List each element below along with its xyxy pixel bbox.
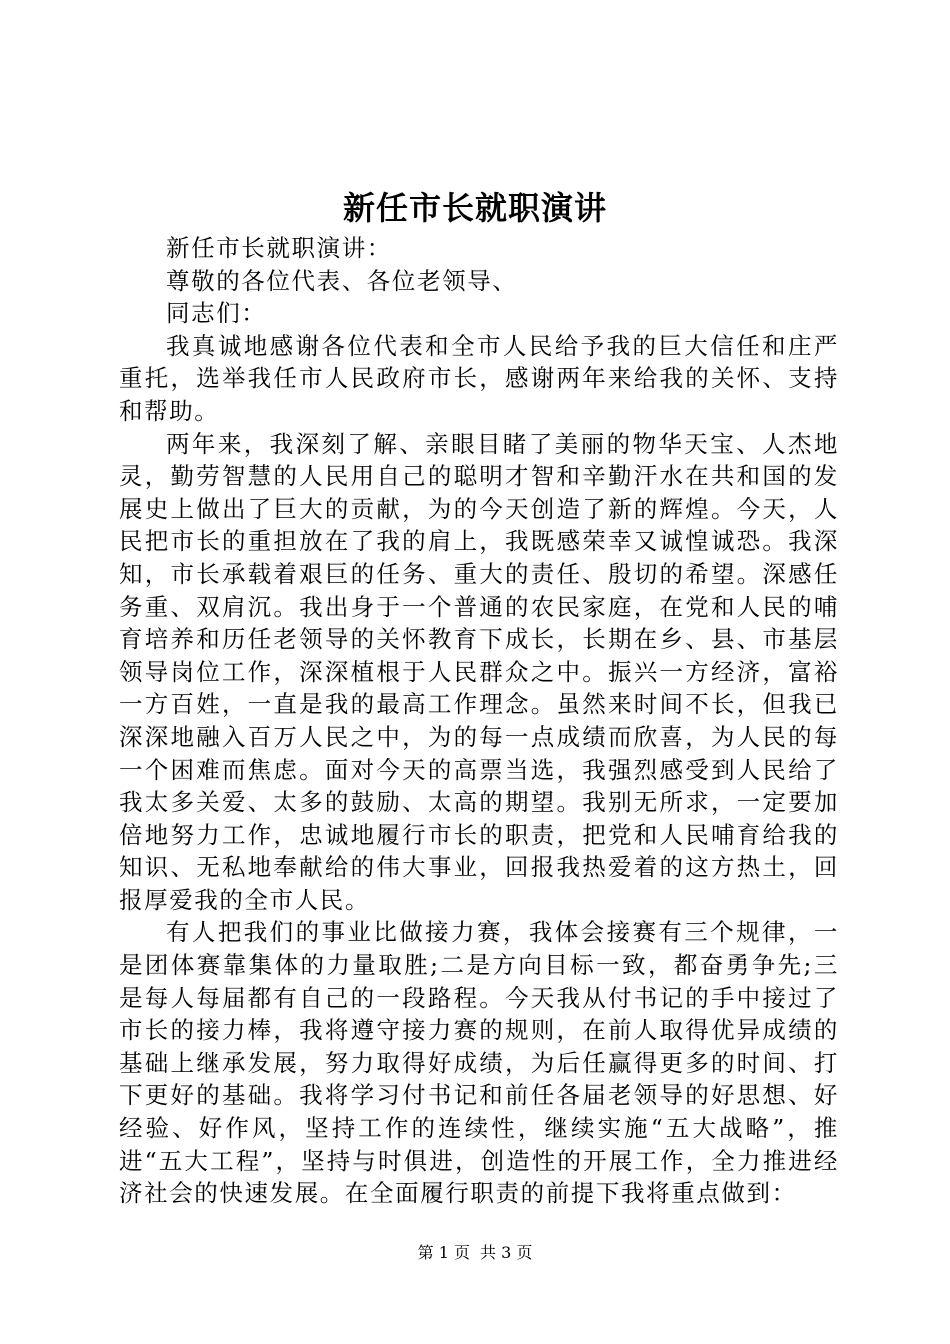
document-title: 新任市长就职演讲 bbox=[342, 189, 607, 227]
document-body bbox=[119, 232, 839, 1210]
salutation-line: 尊敬的各位代表、各位老领导、 bbox=[166, 266, 518, 295]
page-total: 共 3 页 bbox=[480, 1243, 533, 1262]
salutation-line: 同志们： bbox=[166, 299, 267, 328]
greeting-heading: 新任市长就职演讲： bbox=[166, 234, 392, 262]
page-footer bbox=[0, 1243, 950, 1263]
page-number: 第 1 页 bbox=[417, 1243, 470, 1262]
body-paragraph: 有人把我们的事业比做接力赛，我体会接赛有三个规律，一是团体赛靠集体的力量取胜;二是方向目标一致，都奋勇争先;三是每人每届都有自己的一段路程。今天我从付书记的手中接过了市长的接力棒，我将遵守接力赛的规则，在前人取得优异成绩的基础上继承发展，努力取得好成绩，为后任赢得更多的时间、打下更好的基础。我将学习付书记和前任各届老领导的好思想、好经验、好作风，坚持工作的连续性，继续实施“五大战略”，推进“五大工程”，坚持与时俱进，创造性的开展工作，全力推进经济社会的快速发展。在全面履行职责的前提下我将重点做到： bbox=[119, 918, 839, 1208]
body-paragraph: 我真诚地感谢各位代表和全市人民给予我的巨大信任和庄严重托，选举我任市人民政府市长，感谢两年来给我的关怀、支持和帮助。 bbox=[119, 331, 839, 425]
body-paragraph: 两年来，我深刻了解、亲眼目睹了美丽的物华天宝、人杰地灵，勤劳智慧的人民用自己的聪明才智和辛勤汗水在共和国的发展史上做出了巨大的贡献，为的今天创造了新的辉煌。今天，人民把市长的重担放在了我的肩上，我既感荣幸又诚惶诚恐。我深知，市长承载着艰巨的任务、重大的责任、殷切的希望。深感任务重、双肩沉。我出身于一个普通的农民家庭，在党和人民的哺育培养和历任老领导的关怀教育下成长，长期在乡、县、市基层领导岗位工作，深深植根于人民群众之中。振兴一方经济，富裕一方百姓，一直是我的最高工作理念。虽然来时间不长，但我已深深地融入百万人民之中，为的每一点成绩而欣喜，为人民的每一个困难而焦虑。面对今天的高票当选，我强烈感受到人民给了我太多关爱、太多的鼓励、太高的期望。我别无所求，一定要加倍地努力工作，忠诚地履行市长的职责，把党和人民哺育给我的知识、无私地奉献给的伟大事业，回报我热爱着的这方热土，回报厚爱我的全市人民。 bbox=[119, 429, 839, 914]
